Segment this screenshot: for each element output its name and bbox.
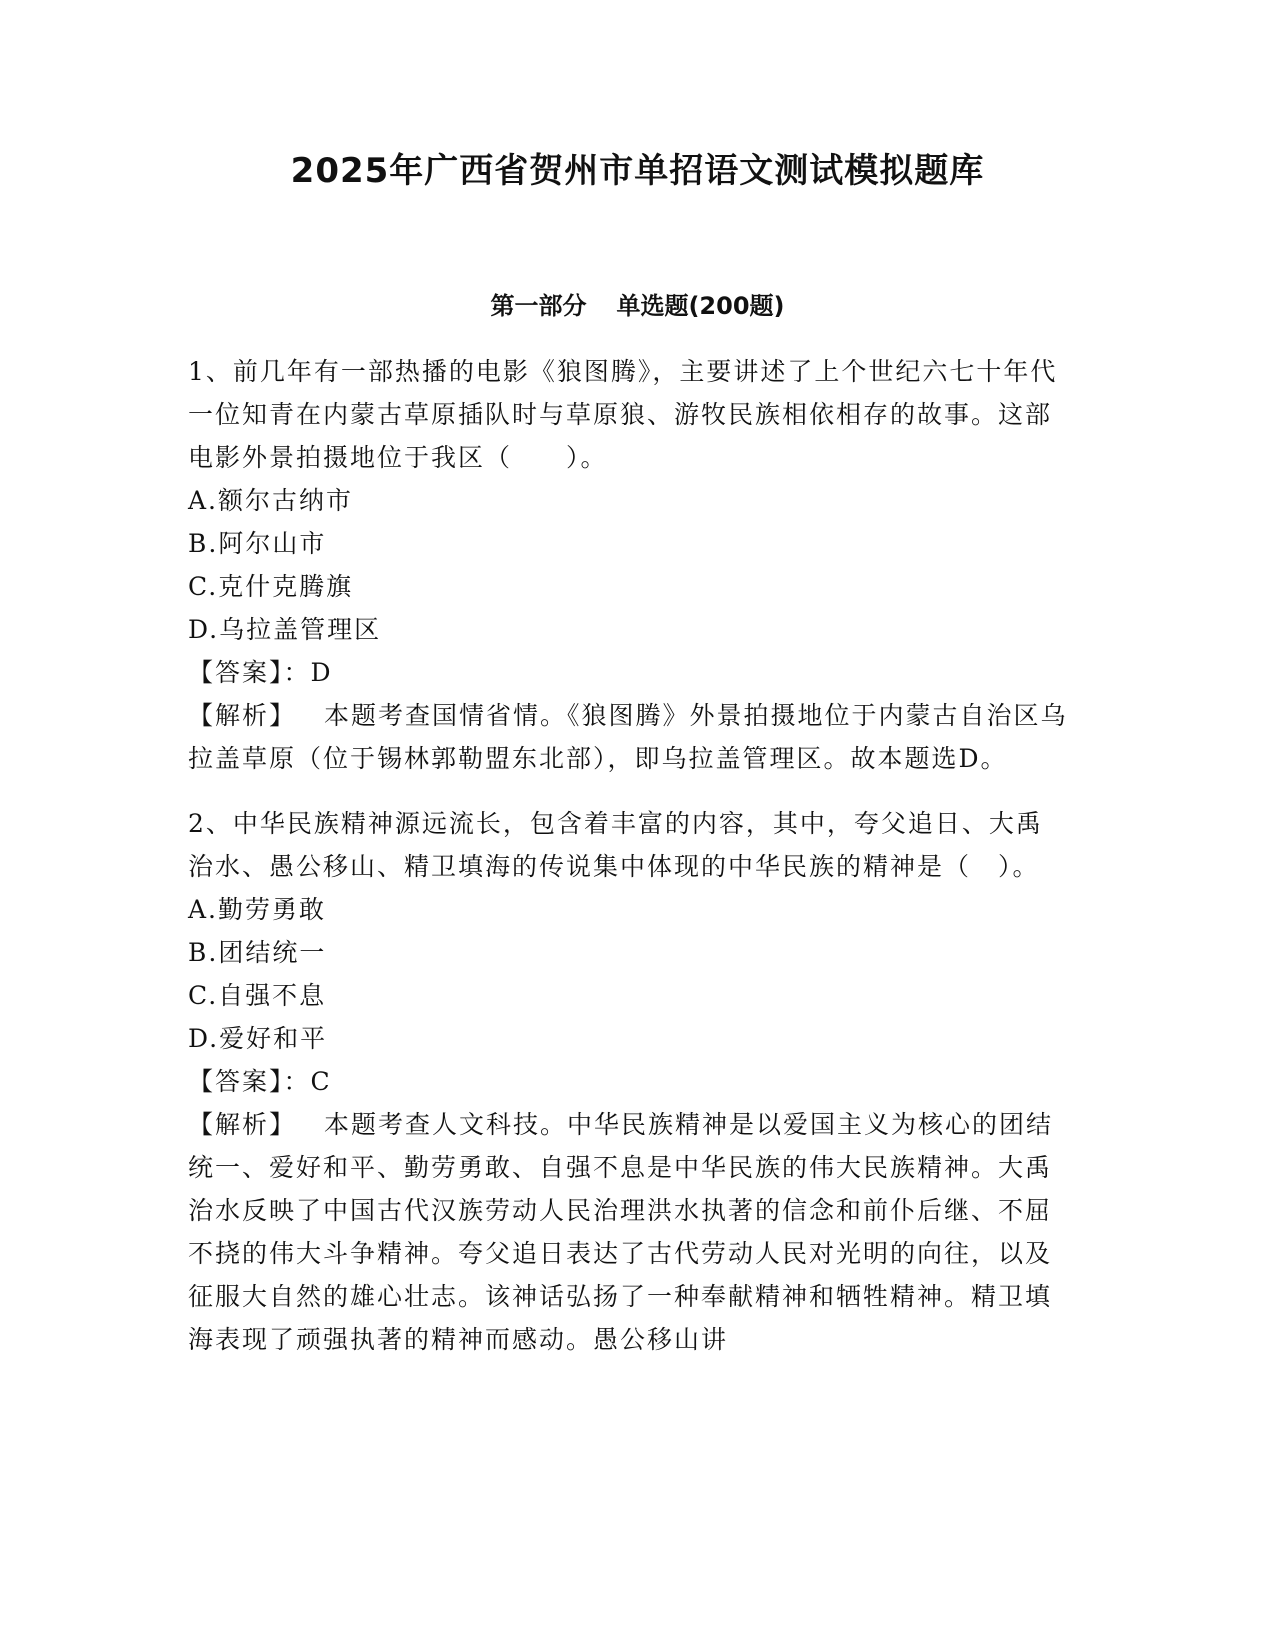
answer-value: C xyxy=(310,1067,332,1096)
analysis-block xyxy=(188,694,1068,780)
analysis-label: 【解析】 xyxy=(188,701,297,730)
option-a: A.额尔古纳市 xyxy=(188,486,354,515)
question-number: 2、 xyxy=(188,809,233,838)
question-stem xyxy=(188,802,1068,888)
answer-line xyxy=(188,1060,1068,1103)
section-part: 第一部分 xyxy=(490,292,587,320)
question-list xyxy=(188,350,1068,1383)
question-text: 中华民族精神源远流长，包含着丰富的内容，其中，夸父追日、大禹治水、愚公移山、精卫填海的传说集中体现的中华民族的精神是（ ）。 xyxy=(188,809,1043,881)
question-number: 1、 xyxy=(188,357,233,386)
analysis-label: 【解析】 xyxy=(188,1110,297,1139)
section-heading xyxy=(0,290,1275,322)
option-c: C.克什克腾旗 xyxy=(188,572,354,601)
answer-label: 【答案】： xyxy=(188,1067,311,1096)
option-b: B.团结统一 xyxy=(188,938,327,967)
question-stem xyxy=(188,350,1068,479)
section-name: 单选题(200题) xyxy=(616,292,785,320)
option-d: D.乌拉盖管理区 xyxy=(188,615,382,644)
question-text: 前几年有一部热播的电影《狼图腾》，主要讲述了上个世纪六七十年代一位知青在内蒙古草原插队时与草原狼、游牧民族相依相存的故事。这部电影外景拍摄地位于我区（ ）。 xyxy=(188,357,1058,472)
answer-label: 【答案】： xyxy=(188,658,311,687)
answer-line xyxy=(188,651,1068,694)
question-item xyxy=(188,350,1068,780)
option-c: C.自强不息 xyxy=(188,981,327,1010)
option-a: A.勤劳勇敢 xyxy=(188,895,327,924)
option-d: D.爱好和平 xyxy=(188,1024,328,1053)
analysis-text: 本题考查国情省情。《狼图腾》外景拍摄地位于内蒙古自治区乌拉盖草原（位于锡林郭勒盟东北部），即乌拉盖管理区。故本题选D。 xyxy=(188,701,1068,773)
analysis-text: 本题考查人文科技。中华民族精神是以爱国主义为核心的团结统一、爱好和平、勤劳勇敢、自强不息是中华民族的伟大民族精神。大禹治水反映了中国古代汉族劳动人民治理洪水执著的信念和前仆后继、不屈不挠的伟大斗争精神。夸父追日表达了古代劳动人民对光明的向往，以及征服大自然的雄心壮志。该神话弘扬了一种奉献精神和牺牲精神。精卫填海表现了顽强执著的精神而感动。愚公移山讲 xyxy=(188,1110,1054,1354)
question-item xyxy=(188,802,1068,1361)
option-b: B.阿尔山市 xyxy=(188,529,327,558)
document-title: 2025年广西省贺州市单招语文测试模拟题库 xyxy=(290,151,985,191)
analysis-block xyxy=(188,1103,1068,1361)
answer-value: D xyxy=(310,658,333,687)
